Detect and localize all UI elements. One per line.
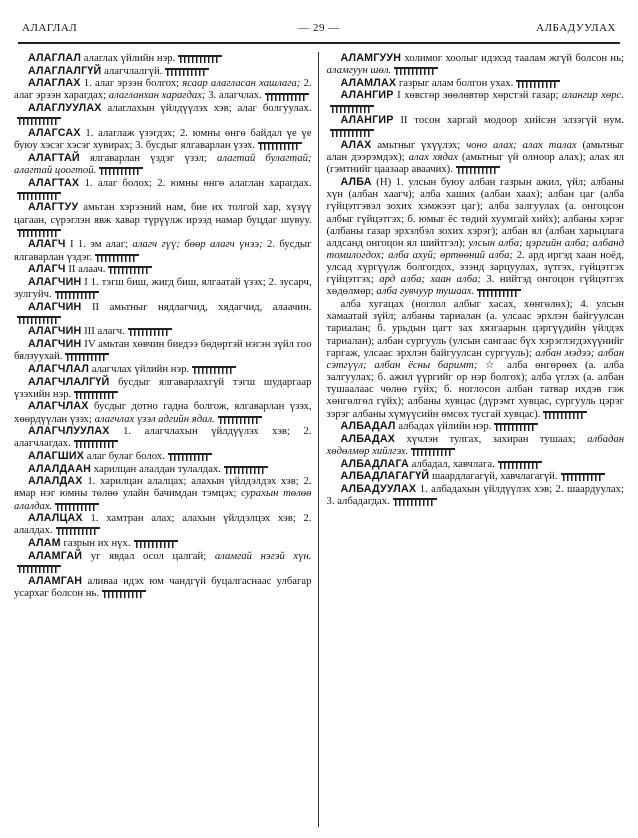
dictionary-entry — [14, 338, 312, 362]
header-right-guideword: АЛБАДУУЛАХ — [536, 22, 616, 34]
example-text: алагтай булагтай; алагтай цоогтой. — [14, 151, 312, 176]
definition-text: уг явдал осол цалгай; — [82, 549, 215, 562]
dictionary-entry — [14, 550, 312, 574]
definition-text: алаглах үйлийн нэр. — [81, 52, 176, 64]
headword: АЛАГЧИН — [28, 275, 82, 288]
dictionary-entry — [14, 201, 312, 237]
dictionary-entry — [327, 458, 625, 470]
definition-text: I 1. эм алаг; — [65, 238, 133, 251]
dictionary-entry — [14, 263, 312, 275]
definition-text: 2. ард иргэд хаан ноёд, улсад хүргүүлж болгогдох, эзэнд зарцуулах, зүтгэх, гүйцэтгэх гүйцэтгэх; — [326, 249, 624, 286]
definition-text: 1. алагчлахын үйлдүүлэх хэв; 2. алагчлагдах. — [14, 425, 312, 450]
headword: АЛАГЧЛАЛ — [28, 362, 90, 375]
dictionary-entry — [327, 470, 625, 482]
definition-text: албадах үйлийн нэр. — [395, 420, 492, 433]
example-text: улсын алба; цэргийн алба; албанд томилогдох; алба ахуй; өртөөний алба; — [326, 236, 624, 261]
headword: АЛАНГИР — [340, 114, 394, 127]
definition-text: I хөвсгөр зөөлөвтөр хөрстэй газар; — [393, 89, 562, 102]
definition-text: (амьтныг алан дээрэмдэх); — [326, 139, 624, 164]
example-text: ясаар алаглаcан хашлага; — [182, 77, 301, 90]
headword: АЛБАДЛАГАГҮЙ — [340, 470, 430, 483]
definition-text: II алаач. — [65, 263, 106, 276]
definition-text: аливаа идэх юм чандгүй буцалгаснаас улбагар усархаг болсон нь. — [14, 574, 312, 599]
dictionary-entry — [327, 176, 625, 298]
definition-text: албадал, хавчлага. — [408, 457, 495, 470]
dictionary-entry — [14, 425, 312, 449]
dictionary-entry — [14, 575, 312, 599]
mongolian-script-icon — [74, 390, 118, 399]
header-rule — [18, 42, 620, 44]
mongolian-script-icon — [393, 497, 437, 506]
dictionary-entry — [14, 177, 312, 201]
definition-text: 1. харилцан алалцах; алахын үйлдэлдэх хэв; 2. ямар нэг юмны төлөө улайн бачимдан тэмцэх; — [14, 475, 312, 500]
mongolian-script-icon — [17, 116, 61, 125]
headword: АЛАГЧИН — [28, 338, 82, 351]
mongolian-script-icon — [394, 66, 438, 75]
mongolian-script-icon — [411, 447, 455, 456]
headword: АЛАМГАЙ — [28, 549, 83, 562]
dictionary-entry — [327, 77, 625, 89]
headword: АЛАГЛАЛ — [28, 52, 82, 64]
mongolian-script-icon — [17, 228, 61, 237]
mongolian-script-icon — [168, 452, 212, 461]
definition-text: алагчлалгүй. — [101, 64, 163, 77]
definition-text: I 1. тэгш биш, жигд биш, ялгаатай үзэх; 2. зусарч, зулгуйч. — [14, 275, 312, 300]
example-text: чоно алах; алах талах — [466, 139, 577, 152]
headword: АЛАГЛАЛГҮЙ — [28, 64, 102, 77]
dictionary-entry — [14, 325, 312, 337]
mongolian-script-icon — [55, 502, 99, 511]
dictionary-entry — [14, 400, 312, 424]
mongolian-script-icon — [477, 288, 521, 297]
definition-text: IV амьтан хөвчин биедээ бөдөртэй нэгэн зүйл гоо бялзуухай. — [14, 338, 312, 363]
mongolian-script-icon — [192, 365, 236, 374]
dictionary-entry — [14, 537, 312, 549]
dictionary-entry — [14, 276, 312, 300]
headword: АЛБА — [340, 176, 372, 189]
headword: АЛАНГИР — [340, 89, 394, 102]
example-text: албадан хөдөлмөр хийлгэх. — [326, 432, 624, 457]
definition-text: 1. алаг болох; 2. юмны өнгө алаглан харагдах. — [79, 176, 312, 189]
page-number: — 29 — — [298, 22, 340, 34]
definition-text: алагчлах үйлийн нэр. — [89, 362, 190, 375]
mongolian-script-icon — [494, 422, 538, 431]
headword: АЛАГЧ — [28, 263, 66, 276]
mongolian-script-icon — [265, 92, 309, 101]
example-text: ард алба; хаан алба; — [379, 273, 481, 286]
definition-text: 1. хамтран алах; алахын үйлдэлцэх хэв; 2. алалдах. — [14, 512, 312, 537]
headword: АЛАГЧ — [28, 238, 66, 251]
dictionary-entry — [14, 363, 312, 375]
mongolian-script-icon — [258, 141, 302, 150]
mongolian-script-icon — [65, 352, 109, 361]
example-text: алагланхан харагдах; — [108, 89, 206, 102]
dictionary-entry — [14, 152, 312, 176]
headword: АЛАГТАЙ — [28, 151, 80, 164]
left-column — [14, 52, 318, 827]
mongolian-script-icon — [17, 564, 61, 573]
dictionary-entry — [14, 475, 312, 511]
headword: АЛБАДАЛ — [340, 420, 396, 433]
dictionary-entry — [327, 483, 625, 507]
headword: АЛАХ — [340, 139, 372, 152]
columns — [14, 52, 624, 827]
definition-text: 3. нийтэд онгоцон гүйцэтгэх хөдөлмөр; — [326, 273, 624, 298]
headword: АЛАГЧИН — [28, 300, 82, 313]
headword: АЛАЛЦАХ — [28, 512, 83, 525]
headword: АЛАМГУУН — [340, 52, 402, 64]
page-header — [14, 22, 624, 40]
mongolian-script-icon — [516, 79, 560, 88]
example-text: алангир хөрс. — [561, 89, 624, 102]
mongolian-script-icon — [498, 460, 542, 469]
dictionary-entry — [327, 52, 625, 76]
mongolian-script-icon — [128, 327, 172, 336]
dictionary-entry — [327, 89, 625, 113]
mongolian-script-icon — [17, 191, 61, 200]
example-text: аламгай нэгэй хүн. — [214, 549, 312, 562]
mongolian-script-icon — [561, 472, 605, 481]
definition-text: III алагч. — [81, 325, 125, 338]
definition-text: амьтныг үхүүлэх; — [371, 139, 467, 152]
headword: АЛБАДЛАГА — [340, 457, 409, 470]
definition-text: 2. алаг эрээн харагдах; — [14, 77, 312, 102]
example-text: алагч гүү; бөөр алагч үнээ; — [132, 238, 263, 251]
definition-text: амьтан хэрээний нам, бие их толгой хар, хүзүү цагаан, сүрэглэн явж хавар түрүүлж ирээд намар буцдаг шувуу. — [14, 201, 312, 226]
mongolian-script-icon — [17, 315, 61, 324]
definition-text: 1. алаг эрээн болгох; — [80, 77, 183, 90]
headword: АЛАГЧИН — [28, 325, 82, 338]
mongolian-script-icon — [134, 539, 178, 548]
mongolian-script-icon — [330, 128, 374, 137]
definition-text: алаг булаг болох. — [84, 450, 165, 462]
mongolian-script-icon — [102, 589, 146, 598]
headword: АЛАГЛУУЛАХ — [28, 102, 102, 115]
mongolian-script-icon — [543, 410, 587, 419]
mongolian-script-icon — [55, 290, 99, 299]
definition-text: II тосон харгай модоор хийсэн элзэгүй нум. — [393, 114, 624, 127]
definition-text: холимог хоолыг идэхэд таалам жгүй болсон нь; — [401, 52, 624, 64]
example-text: алба гувчуур тушаах. — [376, 285, 475, 298]
example-text: албан мэдээ; албан сэтгүүл; албан ёсны баримт; — [326, 346, 624, 371]
mongolian-script-icon — [108, 265, 152, 274]
mongolian-script-icon — [74, 439, 118, 448]
mongolian-script-icon — [178, 54, 222, 63]
headword: АЛАМЛАХ — [340, 76, 397, 89]
definition-text: 1. алаглаж үзэгдэх; 2. юмны өнгө байдал үе үе буюу хэсэг хэсэг хувирах; 3. бусдыг ялгаварлан үзэх. — [14, 126, 312, 152]
mongolian-script-icon — [456, 165, 500, 174]
definition-text: алба хугацах (ноглол албыг хасах, хөнгөлөх); 4. улсын хамаатай зүйл; албаны тариалан (а. улсааc эрхлэн байгуулсан тариалан; б. урьдын цагт заx хязгаарын цэргүүдийн үйлдэх тариалан); албан сургууль (улсын сангаас бүх хэрэглэгдэхүүнийг гаргаж, улсааc эрхлэн байгуулсан сургууль); — [326, 298, 624, 359]
dictionary-entry — [14, 52, 312, 64]
definition-text: 2. бусдыг ялгаварлан үздэг. — [14, 238, 312, 263]
headword: АЛАМГАН — [28, 574, 83, 587]
definition-text: ☆ алба өнгөрөөх (а. алба залгуулах; б. ажил үүргийг ор нэр болгох); алба үглэх (а. албан тушаалаас чөлөө гуйх; б. ноглосон албан татвар ихдэв гэж хөнгөлгөл гүйх); албаны хувцас (дүрэмт хувцас, сургууль цэрэг зэрэг албаны хүмүүсийн өмсөх тусгай хувцас). — [326, 358, 624, 420]
mongolian-script-icon — [330, 104, 374, 113]
dictionary-entry — [14, 512, 312, 536]
definition-text: бусдыг ялгаварлахгүй тэгш шударгаар үзэхийн нэр. — [14, 375, 312, 400]
headword: АЛАЛДААН — [28, 462, 92, 475]
headword: АЛАМ — [28, 537, 61, 550]
headword: АЛАГЧЛАХ — [28, 400, 89, 413]
headword: АЛБАДУУЛАХ — [340, 482, 417, 495]
headword: АЛАЛДАХ — [28, 475, 83, 488]
dictionary-entry — [14, 463, 312, 475]
definition-text: ялгаварлан үздэг үзэл; — [79, 151, 217, 164]
headword: АЛАГСАХ — [28, 126, 81, 139]
definition-text: харилцан алалдан тулалдах. — [91, 462, 221, 475]
dictionary-entry — [327, 420, 625, 432]
definition-text: газрын их нүх. — [60, 537, 131, 550]
dictionary-entry — [14, 65, 312, 77]
example-text: алагчлах үзэл адгийн ядал. — [94, 412, 215, 425]
mongolian-script-icon — [99, 166, 143, 175]
headword: АЛБАДАХ — [340, 432, 396, 445]
definition-text: алаглахын үйлдүүлэх хэв; алаг болгуулах. — [101, 102, 312, 115]
definition-text: 3. алагчлах. — [205, 89, 262, 102]
dictionary-entry — [327, 433, 625, 457]
definition-text: 1. албадахын үйлдүүлэх хэв; 2. шаардуулах; 3. албадагдах. — [326, 482, 624, 508]
example-text: алах хядах — [408, 151, 458, 164]
example-text: аламгуун шөл. — [326, 64, 392, 77]
header-left-guideword: АЛАГЛАЛ — [22, 22, 78, 34]
dictionary-entry — [327, 114, 625, 138]
definition-text: бусдыг дотно гадна болгож, ялгаварлан үзэх, хөөрдүүлан үзэх; — [14, 400, 312, 425]
dictionary-entry — [327, 298, 625, 420]
mongolian-script-icon — [56, 526, 100, 535]
definition-text: II амьтныг нядлагчид, хядагчид, алаачин. — [81, 300, 312, 313]
headword: АЛАГШИХ — [28, 450, 85, 462]
headword: АЛАГЛАХ — [28, 77, 81, 90]
dictionary-entry — [14, 102, 312, 126]
mongolian-script-icon — [224, 465, 268, 474]
headword: АЛАГТУУ — [28, 201, 79, 214]
example-text: сурахын төлөө алалдах. — [14, 487, 312, 512]
definition-text: шаардлагагүй, хавчлагагүй. — [429, 470, 558, 483]
mongolian-script-icon — [165, 67, 209, 76]
definition-text: (амьтныг үй олноор алах); алах ял (гэмтнийг цаазаар аваачих). — [326, 151, 624, 176]
right-column — [319, 52, 625, 827]
mongolian-script-icon — [95, 253, 139, 262]
dictionary-entry — [327, 139, 625, 175]
dictionary-entry — [14, 127, 312, 151]
dictionary-entry — [14, 450, 312, 462]
definition-text: (Н) 1. улсын буюу албан газрын ажил, үйл; албаны хүн (албан хаагч); алба хаших (албан хаах); албан цаг (алба гүйцэтгэвэл зохих хэмжээт цаг); алба залгуулах (а. онгоцсон албыг гүйцэтгэх; б. юмыг ёс төдий хуумгай хийх); албаны хэрэг (албаны газар эрхэлбэл зохих хэрэг); албан ял (албан харьцлага алдсанд онгоцон ял шийтгэл); — [326, 176, 624, 249]
headword: АЛАГТАХ — [28, 176, 80, 189]
headword: АЛАГЧЛАЛГҮЙ — [28, 375, 110, 388]
dictionary-entry — [14, 376, 312, 400]
headword: АЛАГЧЛУУЛАХ — [28, 425, 110, 438]
dictionary-entry — [14, 301, 312, 325]
definition-text: газрыг алам болгон ухах. — [396, 76, 514, 89]
dictionary-entry — [14, 238, 312, 262]
mongolian-script-icon — [218, 415, 262, 424]
dictionary-entry — [14, 77, 312, 101]
definition-text: хүчлэн тулгах, захиран тушаах; — [395, 432, 588, 445]
